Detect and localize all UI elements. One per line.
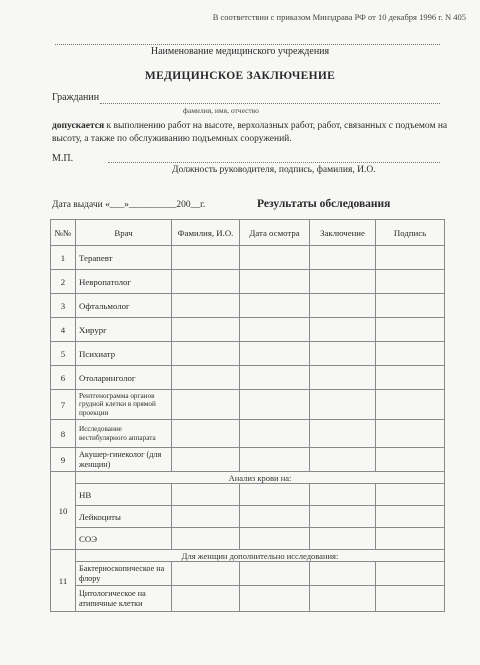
row-num: 8: [51, 420, 76, 448]
blood-item: НВ: [76, 484, 172, 506]
order-reference: В соответствии с приказом Минздрава РФ от 10 декабря 1996 г. N 405: [212, 12, 466, 22]
conclusion-cell[interactable]: [310, 342, 376, 366]
results-title: Результаты обследования: [257, 198, 391, 210]
signature-cell[interactable]: [376, 448, 445, 472]
name-cell[interactable]: [172, 484, 240, 506]
institution-line: [55, 44, 440, 45]
blood-item: СОЭ: [76, 528, 172, 550]
date-cell[interactable]: [240, 246, 310, 270]
header-signature: Подпись: [376, 220, 445, 246]
conclusion-cell[interactable]: [310, 246, 376, 270]
conclusion-cell[interactable]: [310, 390, 376, 420]
women-caption-row: [51, 550, 445, 562]
row-doctor: Психиатр: [76, 342, 172, 366]
row-num: 1: [51, 246, 76, 270]
director-signature-line[interactable]: [108, 162, 440, 163]
blood-item: Лейкоциты: [76, 506, 172, 528]
header-conclusion: Заключение: [310, 220, 376, 246]
row-num: 10: [51, 472, 76, 550]
signature-cell[interactable]: [376, 246, 445, 270]
name-cell[interactable]: [172, 448, 240, 472]
header-doctor: Врач: [76, 220, 172, 246]
table-row: [51, 484, 445, 506]
date-cell[interactable]: [240, 528, 310, 550]
table-row: [51, 366, 445, 390]
row-doctor: Рентгенограмма органов грудной клетки в прямой проекции: [76, 390, 172, 420]
row-num: 5: [51, 342, 76, 366]
signature-cell[interactable]: [376, 390, 445, 420]
date-cell[interactable]: [240, 270, 310, 294]
citizen-caption: фамилия, имя, отчество: [183, 106, 259, 115]
name-cell[interactable]: [172, 562, 240, 586]
table-row: [51, 342, 445, 366]
signature-cell[interactable]: [376, 484, 445, 506]
director-caption: Должность руководителя, подпись, фамилия, И.О.: [172, 165, 376, 175]
signature-cell[interactable]: [376, 342, 445, 366]
name-cell[interactable]: [172, 294, 240, 318]
row-num: 6: [51, 366, 76, 390]
name-cell[interactable]: [172, 390, 240, 420]
conclusion-cell[interactable]: [310, 448, 376, 472]
conclusion-cell[interactable]: [310, 270, 376, 294]
name-cell[interactable]: [172, 366, 240, 390]
name-cell[interactable]: [172, 528, 240, 550]
admission-text: [52, 120, 452, 146]
header-num: №№: [51, 220, 76, 246]
signature-cell[interactable]: [376, 318, 445, 342]
table-row: [51, 448, 445, 472]
date-cell[interactable]: [240, 420, 310, 448]
women-item: Бактериоскопическое на флору: [76, 562, 172, 586]
row-doctor: Хирург: [76, 318, 172, 342]
row-num: 11: [51, 550, 76, 612]
signature-cell[interactable]: [376, 366, 445, 390]
table-row: [51, 562, 445, 586]
row-num: 7: [51, 390, 76, 420]
signature-cell[interactable]: [376, 294, 445, 318]
date-cell[interactable]: [240, 562, 310, 586]
signature-cell[interactable]: [376, 586, 445, 612]
date-cell[interactable]: [240, 342, 310, 366]
date-cell[interactable]: [240, 448, 310, 472]
table-row: [51, 270, 445, 294]
table-row: [51, 420, 445, 448]
conclusion-cell[interactable]: [310, 420, 376, 448]
blood-caption-row: [51, 472, 445, 484]
citizen-name-line[interactable]: [100, 103, 440, 104]
conclusion-cell[interactable]: [310, 366, 376, 390]
name-cell[interactable]: [172, 246, 240, 270]
name-cell[interactable]: [172, 318, 240, 342]
date-cell[interactable]: [240, 366, 310, 390]
date-cell[interactable]: [240, 318, 310, 342]
citizen-label: Гражданин: [52, 92, 100, 103]
institution-caption: Наименование медицинского учреждения: [150, 46, 330, 57]
table-row: [51, 294, 445, 318]
conclusion-cell[interactable]: [310, 294, 376, 318]
blood-test-caption: Анализ крови на:: [76, 472, 445, 484]
signature-cell[interactable]: [376, 506, 445, 528]
signature-cell[interactable]: [376, 420, 445, 448]
date-cell[interactable]: [240, 390, 310, 420]
row-doctor: Отоларинголог: [76, 366, 172, 390]
table-row: [51, 390, 445, 420]
document-title: МЕДИЦИНСКОЕ ЗАКЛЮЧЕНИЕ: [144, 70, 336, 82]
date-cell[interactable]: [240, 294, 310, 318]
date-cell[interactable]: [240, 506, 310, 528]
row-num: 2: [51, 270, 76, 294]
conclusion-cell[interactable]: [310, 528, 376, 550]
date-cell[interactable]: [240, 484, 310, 506]
header-date: Дата осмотра: [240, 220, 310, 246]
row-doctor: Невропатолог: [76, 270, 172, 294]
name-cell[interactable]: [172, 586, 240, 612]
conclusion-cell[interactable]: [310, 318, 376, 342]
signature-cell[interactable]: [376, 562, 445, 586]
conclusion-cell[interactable]: [310, 506, 376, 528]
examination-table: [50, 219, 445, 612]
row-doctor: Офтальмолог: [76, 294, 172, 318]
table-row: [51, 506, 445, 528]
admission-body: к выполнению работ на высоте, верхолазных работ, работ, связанных с подъемом на высоту, а также по обслуживанию подъемных сооружений.: [52, 121, 448, 144]
row-num: 4: [51, 318, 76, 342]
name-cell[interactable]: [172, 420, 240, 448]
name-cell[interactable]: [172, 270, 240, 294]
table-row: [51, 246, 445, 270]
admission-lead: допускается: [52, 121, 105, 131]
row-num: 3: [51, 294, 76, 318]
conclusion-cell[interactable]: [310, 562, 376, 586]
conclusion-cell[interactable]: [310, 484, 376, 506]
header-name: Фамилия, И.О.: [172, 220, 240, 246]
date-cell[interactable]: [240, 586, 310, 612]
women-item: Цитологическое на атипичные клетки: [76, 586, 172, 612]
name-cell[interactable]: [172, 506, 240, 528]
women-test-caption: Для женщин дополнительно исследования:: [76, 550, 445, 562]
table-row: [51, 586, 445, 612]
row-num: 9: [51, 448, 76, 472]
conclusion-cell[interactable]: [310, 586, 376, 612]
name-cell[interactable]: [172, 342, 240, 366]
table-row: [51, 528, 445, 550]
issue-date-label: Дата выдачи «___»__________200__г.: [52, 200, 206, 210]
table-row: [51, 318, 445, 342]
signature-cell[interactable]: [376, 270, 445, 294]
row-doctor: Терапевт: [76, 246, 172, 270]
stamp-label: М.П.: [52, 153, 74, 164]
signature-cell[interactable]: [376, 528, 445, 550]
row-doctor: Исследование вестибулярного аппарата: [76, 420, 172, 448]
table-header-row: [51, 220, 445, 246]
row-doctor: Акушер-гинеколог (для женщин): [76, 448, 172, 472]
